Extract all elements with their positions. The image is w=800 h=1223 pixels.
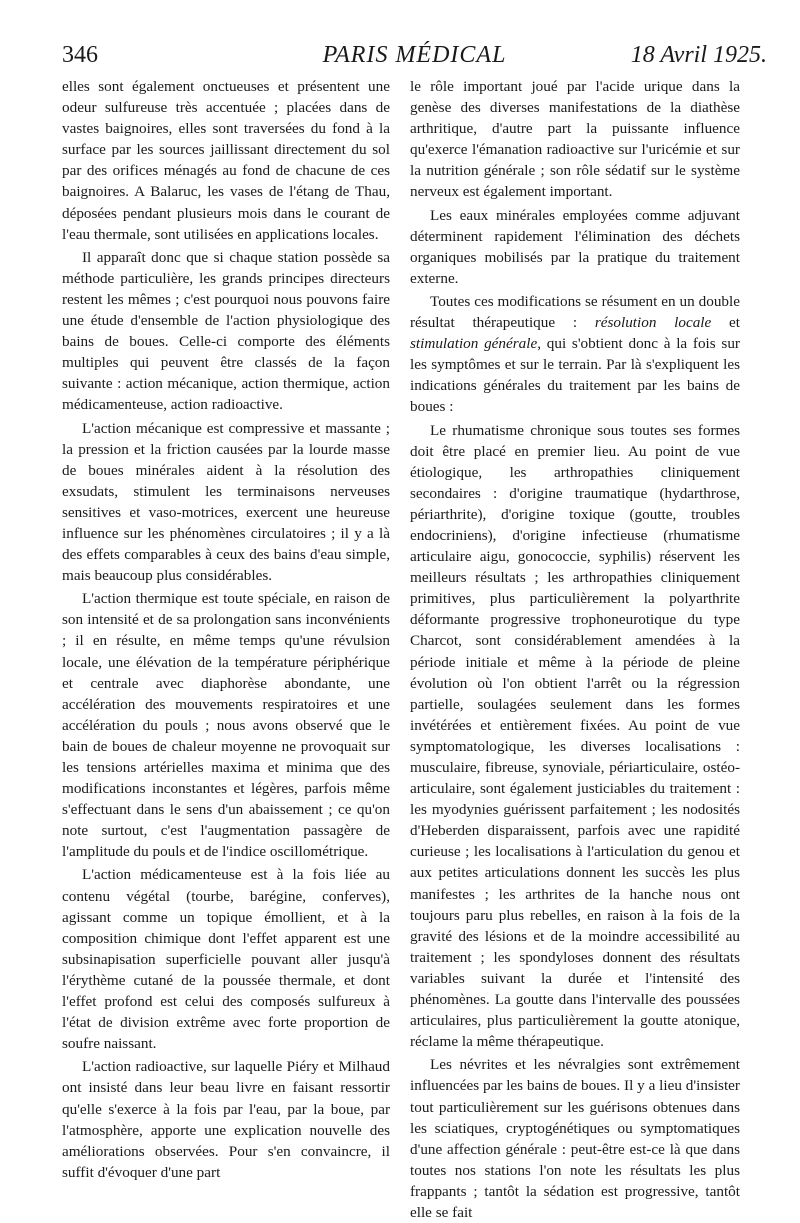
journal-title: PARIS MÉDICAL xyxy=(322,42,507,68)
issue-date: 18 Avril 1925. xyxy=(630,42,767,68)
paragraph: L'action mécanique est compressive et massante ; la pression et la friction causées par la lourde masse de boues minérales aident à la résolution des exsudats, stimulent les terminaisons nerveuses sensitives et vaso-motrices, exercent une heureuse influence sur les phénomènes circulatoires ; il y a là des effets comparables à ceux des bains d'eau simple, mais beaucoup plus considérables. xyxy=(62,419,390,585)
paragraph: Les névrites et les névralgies sont extrêmement influencées par les bains de boues. Il y a lieu d'insister tout particulièrement sur les guérisons obtenues dans les sciatiques, cryptogénétiques ou symptomatiques d'une affection générale : peut-être est-ce là que dans toutes nos stations l'on note les résultats les plus frappants ; tantôt la sédation est progressive, tantôt elle se fait xyxy=(410,1056,740,1221)
paragraph: le rôle important joué par l'acide urique dans la genèse des diverses manifestations de la diathèse arthritique, d'autre part la puissante influence qu'exerce l'émanation radioactive sur l'uricémie et sur la nutrition générale ; son rôle sédatif sur le système nerveux est également important. xyxy=(410,78,740,201)
text-run: , qui s'obtient donc à la fois sur les symptômes et sur le terrain. Par là s'expliquent les indications générales du traitement par les bains de boues : xyxy=(410,335,740,416)
emphasis-stimulation-generale: stimulation générale xyxy=(410,335,538,353)
paragraph: L'action thermique est toute spéciale, en raison de son intensité et de sa prolongation sans inconvénients ; il en résulte, en même temps qu'une révulsion locale, une élévation de la température périphérique et centrale avec diaphorèse abondante, une accélération des mouvements respiratoires et une accélération du pouls ; nous avons observé que le bain de boues de chaleur moyenne ne provoquait sur les tensions artérielles maxima et minima que des modifications inconstantes et légères, parfois même s'effectuant dans le sens d'un abaissement ; ce qu'on note surtout, c'est l'augmentation passagère de l'amplitude du pouls et de l'indice oscillométrique. xyxy=(62,590,390,861)
emphasis-resolution-locale: résolution locale xyxy=(594,314,712,332)
paragraph: Il apparaît donc que si chaque station possède sa méthode particulière, les grands principes directeurs restent les mêmes ; c'est pourquoi nous pouvons faire une étude d'ensemble de l'action physiologique des bains de boues. Celle-ci comporte des éléments multiples qui peuvent être classés de la façon suivante : action mécanique, action thermique, action médicamenteuse, action radioactive. xyxy=(62,248,390,414)
page-number: 346 xyxy=(62,42,98,68)
paragraph: L'action médicamenteuse est à la fois liée au contenu végétal (tourbe, barégine, conferves), agissant comme un topique émollient, et à la composition chimique dont l'effet apparent est une subsinapisation superficielle pouvant aller jusqu'à l'érythème cutané de la poussée thermale, et dont l'effet profond est celui des composés sulfureux à l'état de division extrême avec forte proportion de soufre naissant. xyxy=(62,866,390,1053)
paragraph: L'action radioactive, sur laquelle Piéry et Milhaud ont insisté dans leur beau livre en faisant ressortir qu'elle s'exerce à la fois par l'eau, par la boue, par l'atmosphère, apporte une explication nouvelle des améliorations observées. Pour s'en convaincre, il suffit d'évoquer d'une part xyxy=(62,1058,390,1181)
left-column xyxy=(62,76,390,1183)
paragraph-therapeutic-result xyxy=(410,291,740,418)
page-header xyxy=(62,38,767,72)
right-column xyxy=(410,76,740,1223)
paragraph: Les eaux minérales employées comme adjuvant déterminent rapidement l'élimination des déchets organiques mobilisés par la pratique du traitement externe. xyxy=(410,206,740,287)
paragraph: Le rhumatisme chronique sous toutes ses formes doit être placé en premier lieu. Au point de vue étiologique, les arthropathies cliniquement secondaires : d'origine traumatique (hydarthrose, périarthrite), d'origine toxique (goutte, troubles endocriniens), d'origine infectieuse (rhumatisme articulaire aigu, gonococcie, syphilis) réservent les meilleurs résultats ; les arthropathies cliniquement primitives, plus particulièrement la polyarthrite déformante progressive trophoneurotique du type Charcot, sont considérablement amendées à la période initiale et même à la période de pleine évolution où l'on obtient l'arrêt ou la régression partielle, soulagées seulement dans les formes invétérées et entièrement fixées. Au point de vue symptomatologique, les diverses localisations : musculaire, fibreuse, synoviale, périarticulaire, ostéo-articulaire, sont également justiciables du traitement : les myodynies guérissent parfaitement ; les nodosités d'Heberden disparaissent, parfois avec une rapidité curieuse ; les localisations à l'articulation du genou et aux petites articulations donnent les succès les plus manifestes ; les arthrites de la hanche nous ont toujours paru plus rebelles, en raison à la fois de la gravité des lésions et de la moindre accessibilité au traitement ; les spondyloses donnent des résultats variables suivant la durée et l'intensité des phénomènes. La goutte dans l'intervalle des poussées articulaires, plus particulièrement la goutte atonique, réclame la même thérapeutique. xyxy=(410,421,740,1051)
text-run: et xyxy=(711,314,740,332)
text-run: Toutes ces modifications se résument en un double résultat thérapeutique : xyxy=(410,292,740,332)
paragraph: elles sont également onctueuses et présentent une odeur sulfureuse très accentuée ; placées dans de vastes baignoires, elles sont traversées du fond à la surface par les sources jaillissant directement du sol par des orifices ménagés au fond de chacune de ces baignoires. A Balaruc, les vases de l'étang de Thau, déposées pendant plusieurs mois dans le courant de l'eau thermale, sont utilisées en applications locales. xyxy=(62,78,390,243)
